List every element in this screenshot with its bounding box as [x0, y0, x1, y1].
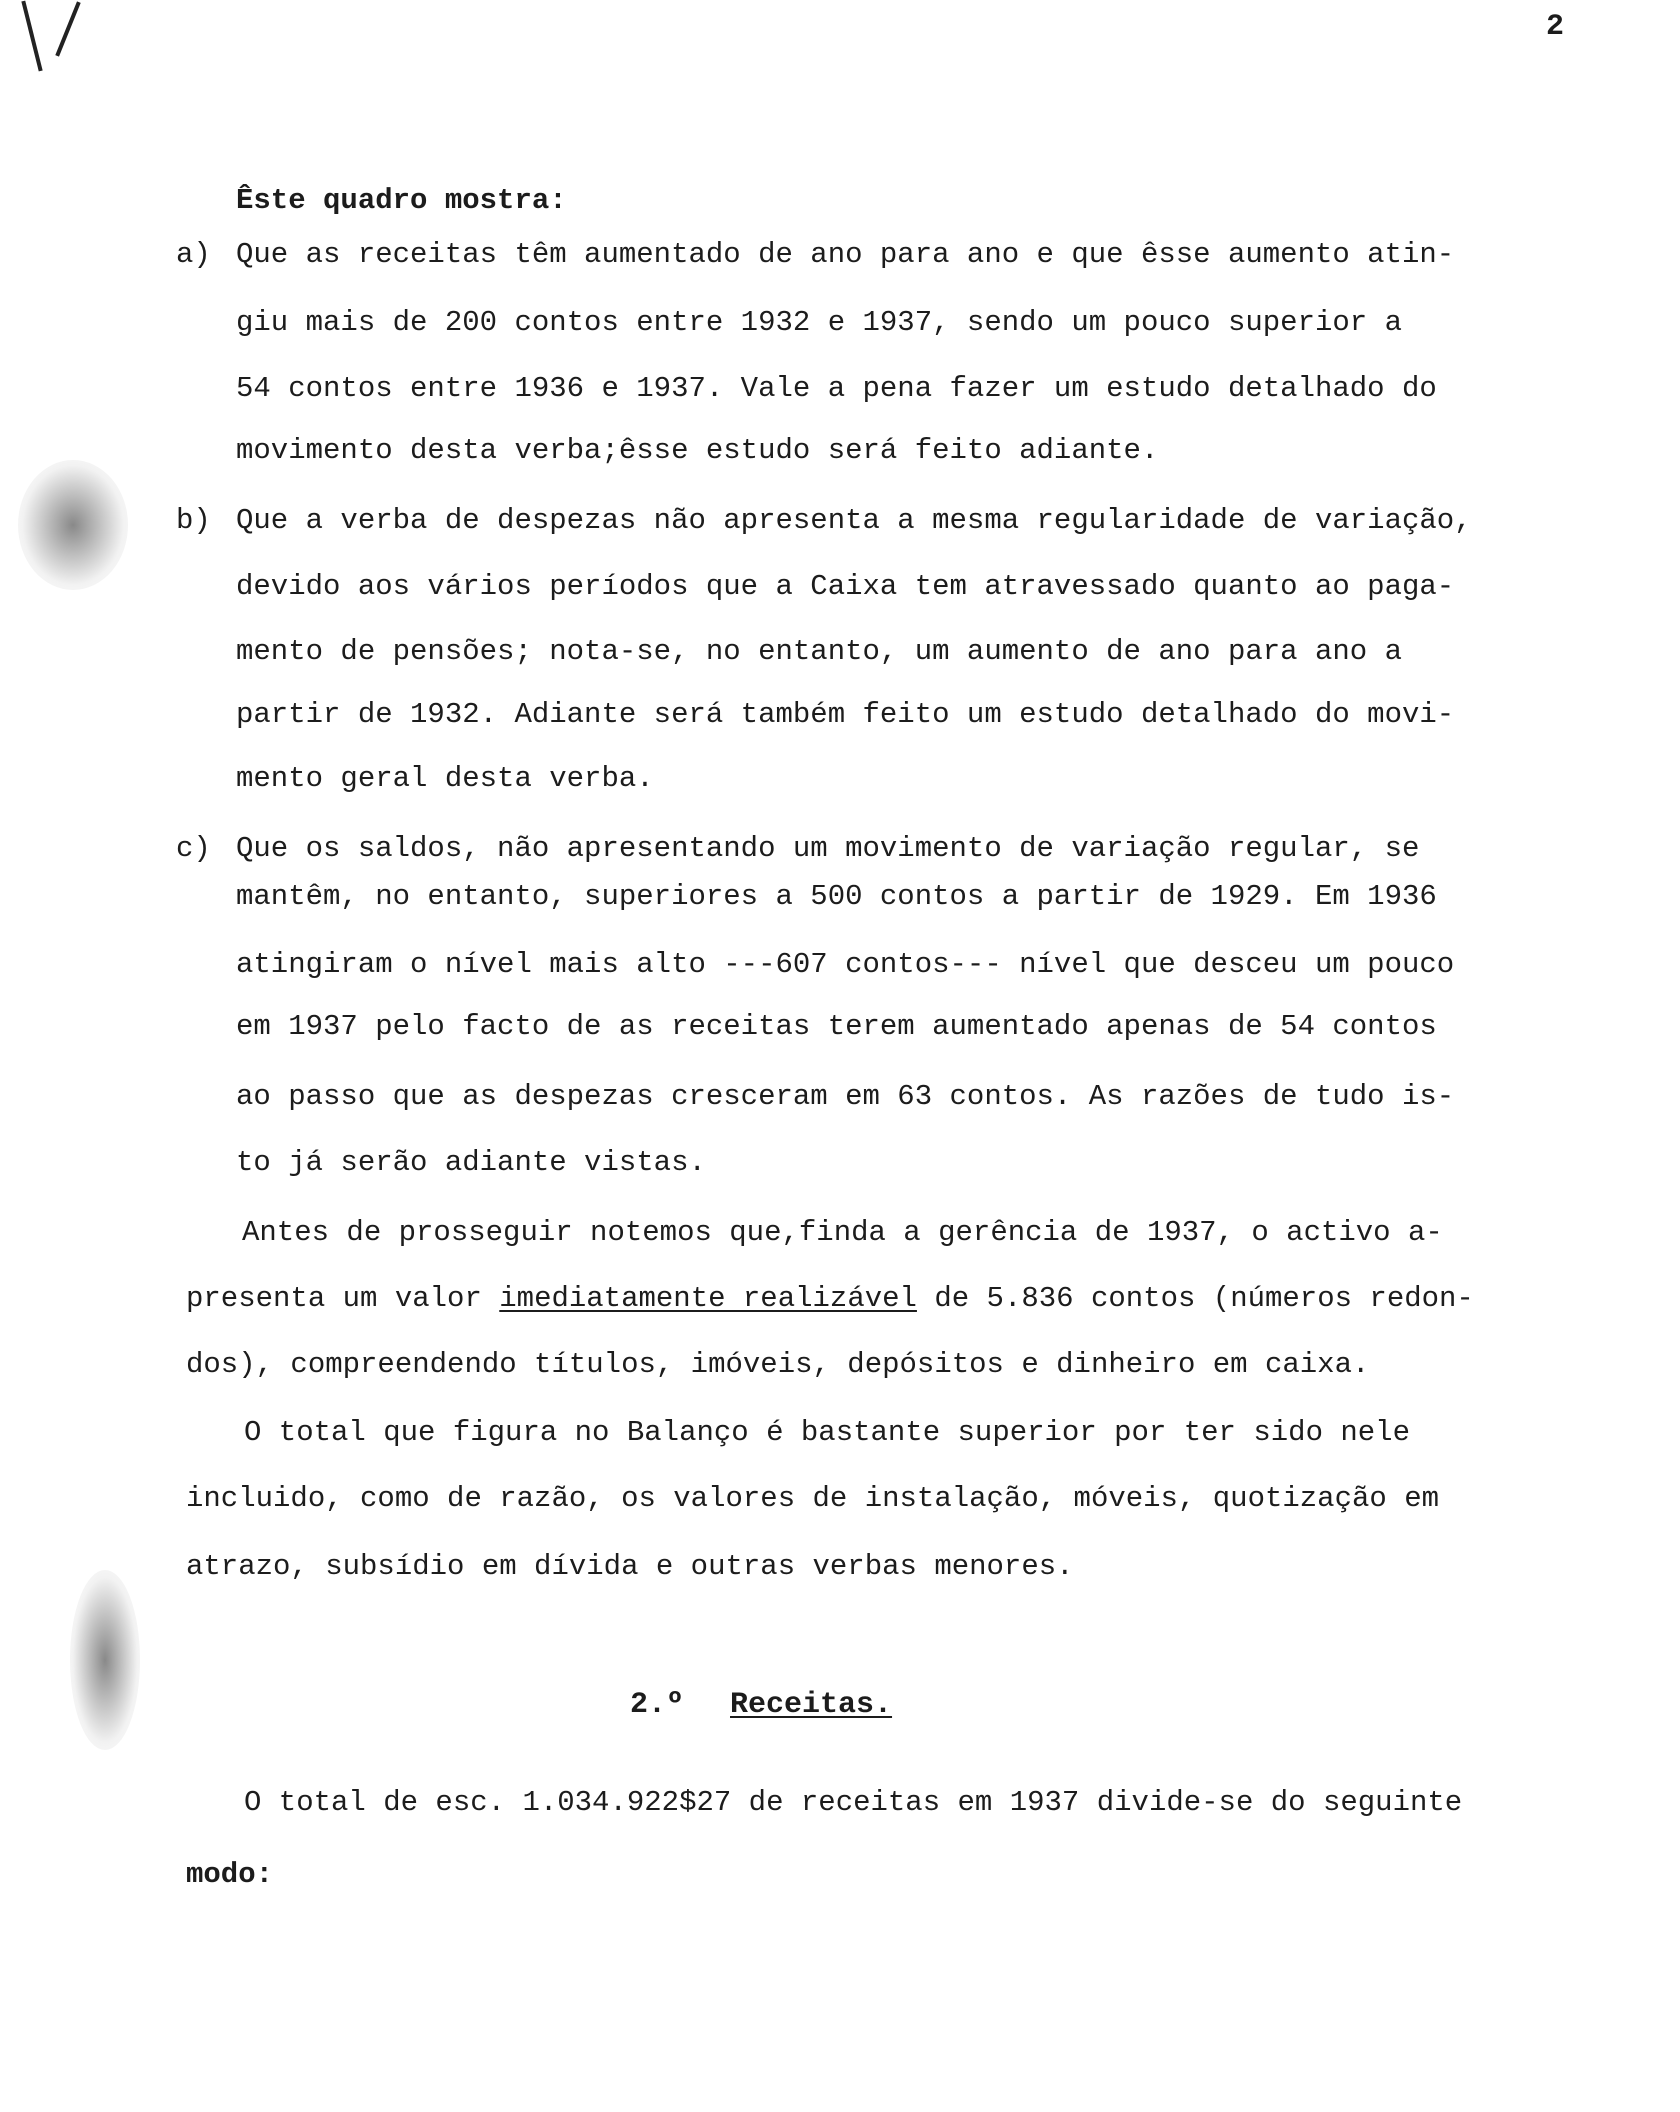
intro-line: Êste quadro mostra: [236, 184, 567, 217]
list-marker-b: b) [176, 504, 211, 537]
paragraph-line: atrazo, subsídio em dívida e outras verbas menores. [186, 1550, 1074, 1583]
paragraph-line: dos), compreendendo títulos, imóveis, depósitos e dinheiro em caixa. [186, 1348, 1370, 1381]
list-marker-a: a) [176, 238, 211, 271]
item-c-line: ao passo que as despezas cresceram em 63 contos. As razões de tudo is- [236, 1080, 1455, 1113]
item-a-line: movimento desta verba;êsse estudo será feito adiante. [236, 434, 1159, 467]
scan-corner-mark [55, 1, 80, 56]
item-c-line: mantêm, no entanto, superiores a 500 contos a partir de 1929. Em 1936 [236, 880, 1437, 913]
item-a-line: giu mais de 200 contos entre 1932 e 1937, sendo um pouco superior a [236, 306, 1402, 339]
underlined-phrase: imediatamente realizável [499, 1282, 917, 1315]
section-heading [630, 1688, 892, 1722]
list-marker-c: c) [176, 832, 211, 865]
item-b-line: mento de pensões; nota-se, no entanto, um aumento de ano para ano a [236, 635, 1402, 668]
section-title: Receitas. [730, 1688, 893, 1722]
item-c-line: atingiram o nível mais alto ---607 contos--- nível que desceu um pouco [236, 948, 1455, 981]
page-number: 2 [1546, 10, 1565, 44]
scan-corner-mark [21, 1, 42, 72]
scan-smudge [18, 460, 128, 590]
item-a-line: Que as receitas têm aumentado de ano para ano e que êsse aumento atin- [236, 238, 1455, 271]
paragraph-line: modo: [186, 1858, 274, 1891]
scan-smudge [70, 1570, 140, 1750]
paragraph-line: O total que figura no Balanço é bastante superior por ter sido nele [244, 1416, 1410, 1449]
section-number: 2.º [630, 1688, 685, 1722]
item-a-line: 54 contos entre 1936 e 1937. Vale a pena fazer um estudo detalhado do [236, 372, 1437, 405]
item-b-line: Que a verba de despezas não apresenta a mesma regularidade de variação, [236, 504, 1472, 537]
item-b-line: devido aos vários períodos que a Caixa tem atravessado quanto ao paga- [236, 570, 1455, 603]
paragraph-line [186, 1284, 1474, 1313]
paragraph-line: incluido, como de razão, os valores de instalação, móveis, quotização em [186, 1482, 1440, 1515]
paragraph-line: O total de esc. 1.034.922$27 de receitas em 1937 divide-se do seguinte [244, 1786, 1463, 1819]
item-c-line: to já serão adiante vistas. [236, 1146, 706, 1179]
item-c-line: em 1937 pelo facto de as receitas terem aumentado apenas de 54 contos [236, 1010, 1437, 1043]
paragraph-text: presenta um valor [186, 1282, 500, 1315]
item-c-line: Que os saldos, não apresentando um movimento de variação regular, se [236, 832, 1420, 865]
paragraph-text: de 5.836 contos (números redon- [916, 1282, 1474, 1315]
item-b-line: partir de 1932. Adiante será também feito um estudo detalhado do movi- [236, 698, 1455, 731]
item-b-line: mento geral desta verba. [236, 762, 654, 795]
paragraph-line: Antes de prosseguir notemos que,finda a gerência de 1937, o activo a- [242, 1216, 1443, 1249]
